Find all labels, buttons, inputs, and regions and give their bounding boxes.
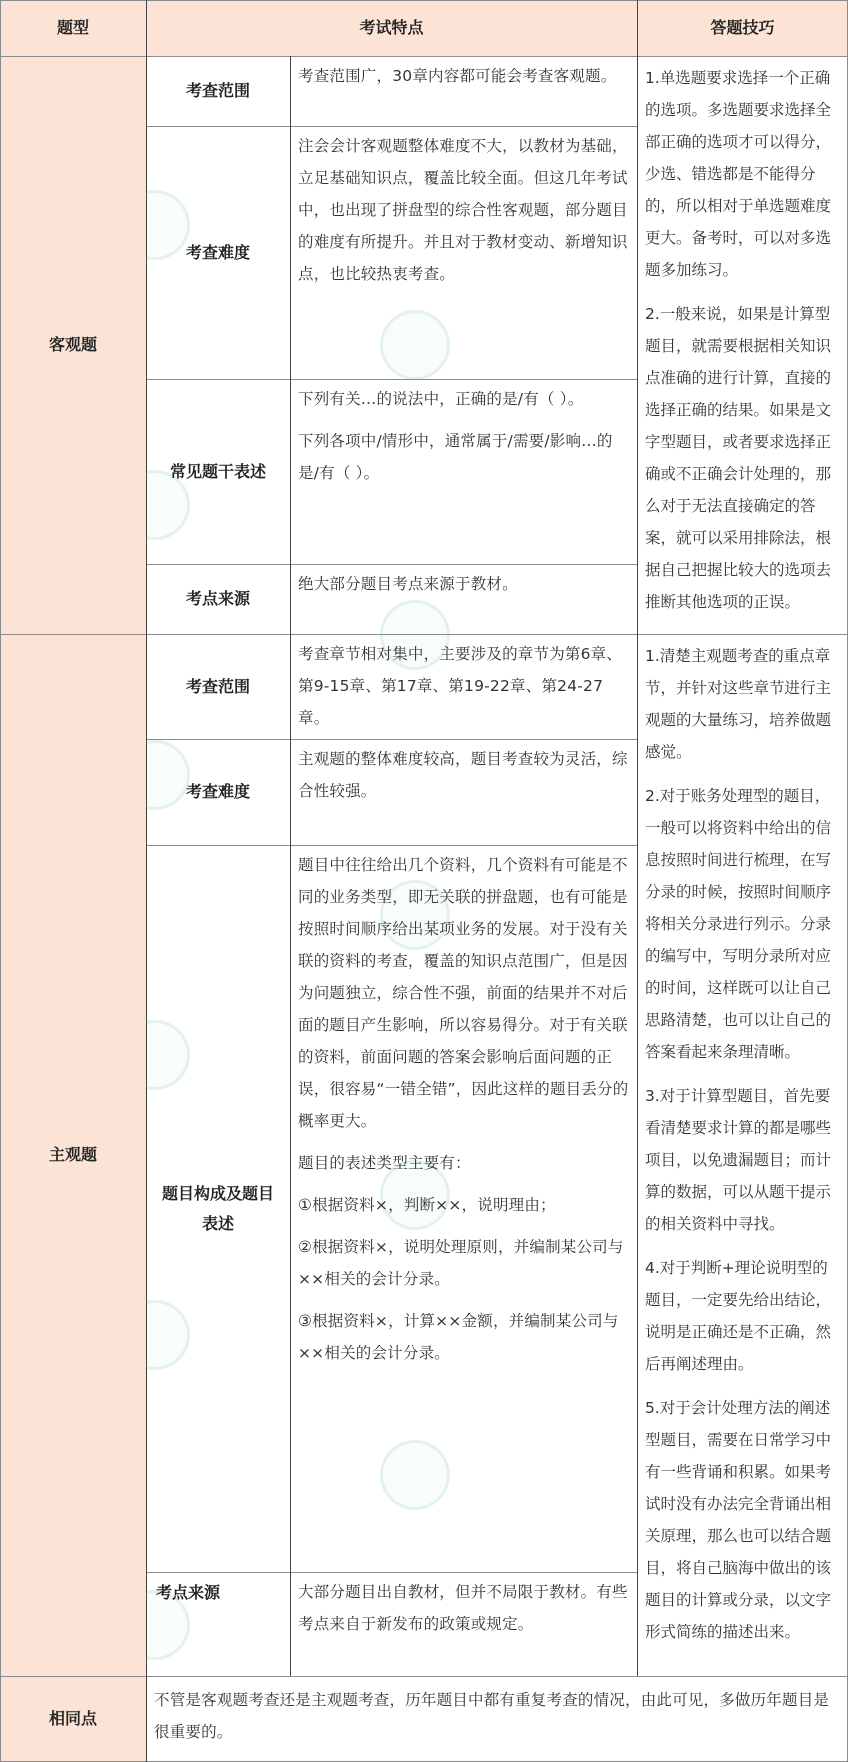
objective-scope-label: 考查范围: [185, 81, 250, 100]
subjective-scope-text: [290, 634, 637, 739]
subjective-difficulty-label: 考查难度: [185, 782, 250, 801]
tip-item: 1.单选题要求选择一个正确的选项。多选题要求选择全部正确的选项才可以得分，少选、错选都是不能得分的，所以相对于单选题难度更大。备考时，可以对多选题多加练习。: [645, 69, 832, 279]
grid-line: [0, 0, 1, 1762]
objective-type-label: 客观题: [0, 56, 146, 634]
grid-line: [0, 634, 848, 635]
grid-line: [637, 0, 638, 1676]
objective-stem-text: [290, 379, 637, 564]
tip-item: 5.对于会计处理方法的阐述型题目，需要在日常学习中有一些背诵和积累。如果考试时没有办法完全背诵出相关原理，那么也可以结合题目，将自己脑海中做出的该题目的计算或分录，以文字形式简练的描述出来。: [645, 1399, 832, 1641]
paragraph: 主观题的整体难度较高，题目考查较为灵活，综合性较强。: [298, 750, 628, 800]
paragraph: 不管是客观题考查还是主观题考查，历年题目中都有重复考查的情况，由此可见，多做历年题目是很重要的。: [154, 1691, 830, 1741]
paragraph: 考查章节相对集中，主要涉及的章节为第6章、第9-15章、第17章、第19-22章、第24-27章。: [298, 645, 623, 727]
paragraph: ①根据资料×，判断××，说明理由；: [298, 1196, 556, 1214]
objective-source-label: 考点来源: [185, 589, 250, 608]
header-type: 题型: [0, 0, 146, 56]
subjective-type-label: 主观题: [0, 634, 146, 1676]
tip-item: 1.清楚主观题考查的重点章节，并针对这些章节进行主观题的大量练习，培养做题感觉。: [645, 647, 832, 761]
grid-line: [146, 845, 637, 846]
objective-difficulty-text: [290, 126, 637, 379]
subjective-structure-label: 题目构成及题目表述: [161, 1183, 274, 1233]
grid-line: [146, 1572, 637, 1573]
paragraph: 绝大部分题目考点来源于教材。: [298, 575, 518, 593]
paragraph: ②根据资料×，说明处理原则，并编制某公司与××相关的会计分录。: [298, 1238, 624, 1288]
paragraph: 下列各项中/情形中，通常属于/需要/影响…的是/有（ ）。: [298, 432, 613, 482]
grid-line: [146, 739, 637, 740]
subjective-structure-text: [290, 845, 637, 1572]
subjective-tips: [637, 634, 848, 1676]
common-type-label: 相同点: [0, 1676, 146, 1761]
tip-item: 4.对于判断+理论说明型的题目，一定要先给出结论，说明是正确还是不正确，然后再阐述理由。: [645, 1259, 832, 1373]
tip-item: 3.对于计算型题目，首先要看清楚要求计算的都是哪些项目，以免遗漏题目；而计算的数据，可以从题干提示的相关资料中寻找。: [645, 1087, 832, 1233]
paragraph: 题目的表述类型主要有：: [298, 1154, 471, 1172]
tip-item: 2.一般来说，如果是计算型题目，就需要根据相关知识点准确的进行计算，直接的选择正确的结果。如果是文字型题目，或者要求选择正确或不正确会计处理的，那么对于无法直接确定的答案，就可以采用排除法，根据自己把握比较大的选项去推断其他选项的正误。: [645, 305, 832, 611]
subjective-scope-label: 考查范围: [185, 676, 250, 696]
paragraph: 考查范围广，30章内容都可能会考查客观题。: [298, 67, 617, 85]
grid-line: [146, 0, 147, 1762]
subjective-source-label: 考点来源: [156, 1583, 221, 1602]
grid-line: [146, 564, 637, 565]
grid-line: [0, 0, 848, 1]
header-features: 考试特点: [146, 0, 637, 56]
paragraph: 注会会计客观题整体难度不大，以教材为基础，立足基础知识点，覆盖比较全面。但这几年考试中，也出现了拼盘型的综合性客观题，部分题目的难度有所提升。并且对于教材变动、新增知识点，也比较热衷考查。: [298, 137, 628, 283]
paragraph: 题目中往往给出几个资料，几个资料有可能是不同的业务类型，即无关联的拼盘题，也有可能是按照时间顺序给出某项业务的发展。对于没有关联的资料的考查，覆盖的知识点范围广，但是因为问题独立，综合性不强，前面的结果并不对后面的题目产生影响，所以容易得分。对于有关联的资料，前面问题的答案会影响后面问题的正误，很容易“一错全错”，因此这样的题目丢分的概率更大。: [298, 856, 629, 1130]
subjective-difficulty-text: [290, 739, 637, 845]
subjective-source-text: [290, 1572, 637, 1676]
objective-source-text: [290, 564, 637, 634]
grid-line: [0, 1676, 848, 1677]
objective-stem-label: 常见题干表述: [169, 461, 266, 481]
grid-line: [0, 56, 848, 57]
paragraph: ③根据资料×，计算××金额，并编制某公司与××相关的会计分录。: [298, 1312, 619, 1362]
header-tips: 答题技巧: [637, 0, 848, 56]
grid-line: [146, 126, 637, 127]
objective-tips: [637, 56, 848, 634]
paragraph: 大部分题目出自教材，但并不局限于教材。有些考点来自于新发布的政策或规定。: [298, 1583, 628, 1633]
paragraph: 下列有关…的说法中，正确的是/有（ ）。: [298, 390, 584, 408]
grid-line: [146, 379, 637, 380]
common-text: [146, 1676, 848, 1761]
grid-line: [290, 56, 291, 1676]
objective-difficulty-label: 考查难度: [185, 242, 250, 262]
tip-item: 2.对于账务处理型的题目，一般可以将资料中给出的信息按照时间进行梳理，在写分录的时候，按照时间顺序将相关分录进行列示。分录的编写中，写明分录所对应的时间，这样既可以让自己思路清楚，也可以让自己的答案看起来条理清晰。: [645, 787, 832, 1061]
objective-scope-text: [290, 56, 637, 126]
